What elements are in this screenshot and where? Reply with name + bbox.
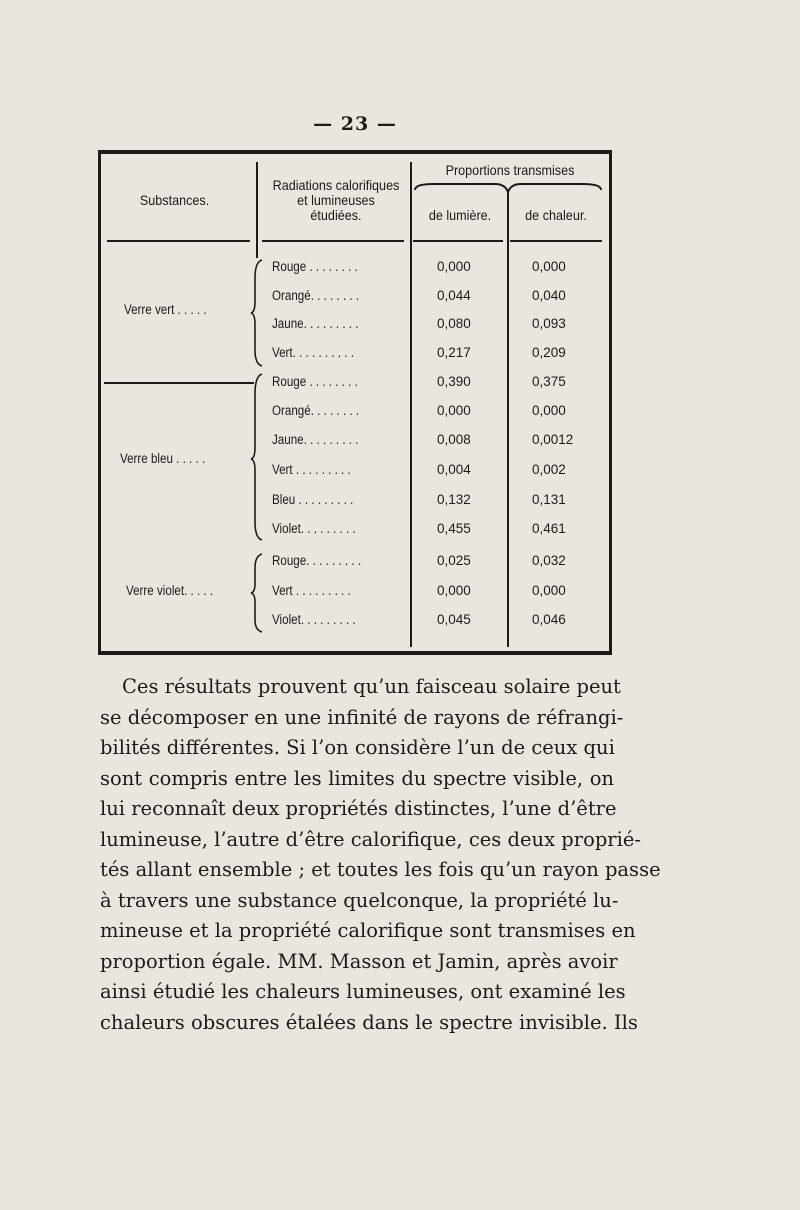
header-radiations-line-2: et lumineuses <box>297 192 375 208</box>
lumiere-cell: 0,000 <box>437 403 471 418</box>
chaleur-cell: 0,375 <box>532 374 566 389</box>
header-proportions: Proportions transmises <box>445 162 575 178</box>
chaleur-cell: 0,209 <box>532 345 566 360</box>
header-substances: Substances. <box>139 192 210 208</box>
page-number: — 23 — <box>313 113 397 135</box>
chaleur-cell: 0,002 <box>532 462 566 477</box>
radiation-cell: Bleu . . . . . . . . . <box>272 492 354 507</box>
chaleur-cell: 0,461 <box>532 521 566 536</box>
chaleur-cell: 0,000 <box>532 403 566 418</box>
lumiere-cell: 0,000 <box>437 583 471 598</box>
paragraph-line: sont compris entre les limites du spectre visible, on <box>100 766 614 790</box>
table-rule <box>410 162 412 647</box>
group-name: Verre bleu . . . . . <box>120 451 206 466</box>
radiation-cell: Rouge. . . . . . . . . <box>272 553 362 568</box>
header-lumiere: de lumière. <box>428 207 492 223</box>
radiation-cell: Orangé. . . . . . . . <box>272 403 360 418</box>
group-name: Verre vert . . . . . <box>124 302 207 317</box>
paragraph-line: à travers une substance quelconque, la propriété lu- <box>100 888 619 912</box>
lumiere-cell: 0,044 <box>437 288 471 303</box>
radiation-cell: Jaune. . . . . . . . . <box>272 432 359 447</box>
chaleur-cell: 0,131 <box>532 492 566 507</box>
radiation-cell: Rouge . . . . . . . . <box>272 374 358 389</box>
paragraph-line: tés allant ensemble ; et toutes les fois qu’un rayon passe <box>100 858 661 881</box>
chaleur-cell: 0,000 <box>532 583 566 598</box>
chaleur-cell: 0,000 <box>532 259 566 274</box>
chaleur-cell: 0,046 <box>532 612 566 627</box>
radiation-cell: Rouge . . . . . . . . <box>272 259 358 274</box>
table-rule <box>413 240 503 242</box>
radiation-cell: Vert . . . . . . . . . <box>272 583 351 598</box>
group-brace <box>250 258 264 368</box>
group-brace <box>250 372 264 542</box>
lumiere-cell: 0,217 <box>437 345 471 360</box>
chaleur-cell: 0,093 <box>532 316 566 331</box>
lumiere-cell: 0,008 <box>437 432 471 447</box>
paragraph-line: se décomposer en une infinité de rayons de réfrangi- <box>100 705 624 729</box>
radiation-cell: Vert . . . . . . . . . <box>272 462 351 477</box>
paragraph-line: lumineuse, l’autre d’être calorifique, ces deux proprié- <box>100 827 641 851</box>
radiation-cell: Violet. . . . . . . . . <box>272 521 356 536</box>
chaleur-cell: 0,0012 <box>532 432 574 447</box>
lumiere-cell: 0,045 <box>437 612 471 627</box>
group-name: Verre violet. . . . . <box>126 583 214 598</box>
table-rule <box>256 162 258 258</box>
chaleur-cell: 0,040 <box>532 288 566 303</box>
paragraph-line: bilités différentes. Si l’on considère l’un de ceux qui <box>100 736 615 759</box>
radiation-cell: Jaune. . . . . . . . . <box>272 316 359 331</box>
proportions-brace <box>413 178 603 194</box>
lumiere-cell: 0,000 <box>437 259 471 274</box>
paragraph-line: chaleurs obscures étalées dans le spectre invisible. Ils <box>100 1010 638 1034</box>
paragraph-line: proportion égale. MM. Masson et Jamin, après avoir <box>100 949 618 973</box>
lumiere-cell: 0,025 <box>437 553 471 568</box>
table-rule <box>107 240 250 242</box>
header-radiations-line-3: étudiées. <box>310 207 362 223</box>
paragraph-line: lui reconnaît deux propriétés distinctes, l’une d’être <box>100 797 617 820</box>
paragraph-line: ainsi étudié les chaleurs lumineuses, ont examiné les <box>100 980 626 1003</box>
lumiere-cell: 0,390 <box>437 374 471 389</box>
chaleur-cell: 0,032 <box>532 553 566 568</box>
radiation-cell: Vert. . . . . . . . . . <box>272 345 354 360</box>
lumiere-cell: 0,132 <box>437 492 471 507</box>
body-paragraph <box>100 672 661 1038</box>
paragraph-line: Ces résultats prouvent qu’un faisceau solaire peut <box>122 675 621 698</box>
table-rule <box>510 240 602 242</box>
group-brace <box>250 552 264 634</box>
header-radiations-line-1: Radiations calorifiques <box>272 177 400 193</box>
table-rule <box>262 240 404 242</box>
lumiere-cell: 0,455 <box>437 521 471 536</box>
header-chaleur: de chaleur. <box>525 207 587 223</box>
paragraph-line: mineuse et la propriété calorifique sont transmises en <box>100 919 636 942</box>
table-rule <box>507 192 509 647</box>
lumiere-cell: 0,080 <box>437 316 471 331</box>
radiation-cell: Violet. . . . . . . . . <box>272 612 356 627</box>
radiation-cell: Orangé. . . . . . . . <box>272 288 360 303</box>
header-radiations <box>269 178 402 223</box>
table-rule <box>104 382 254 384</box>
lumiere-cell: 0,004 <box>437 462 471 477</box>
